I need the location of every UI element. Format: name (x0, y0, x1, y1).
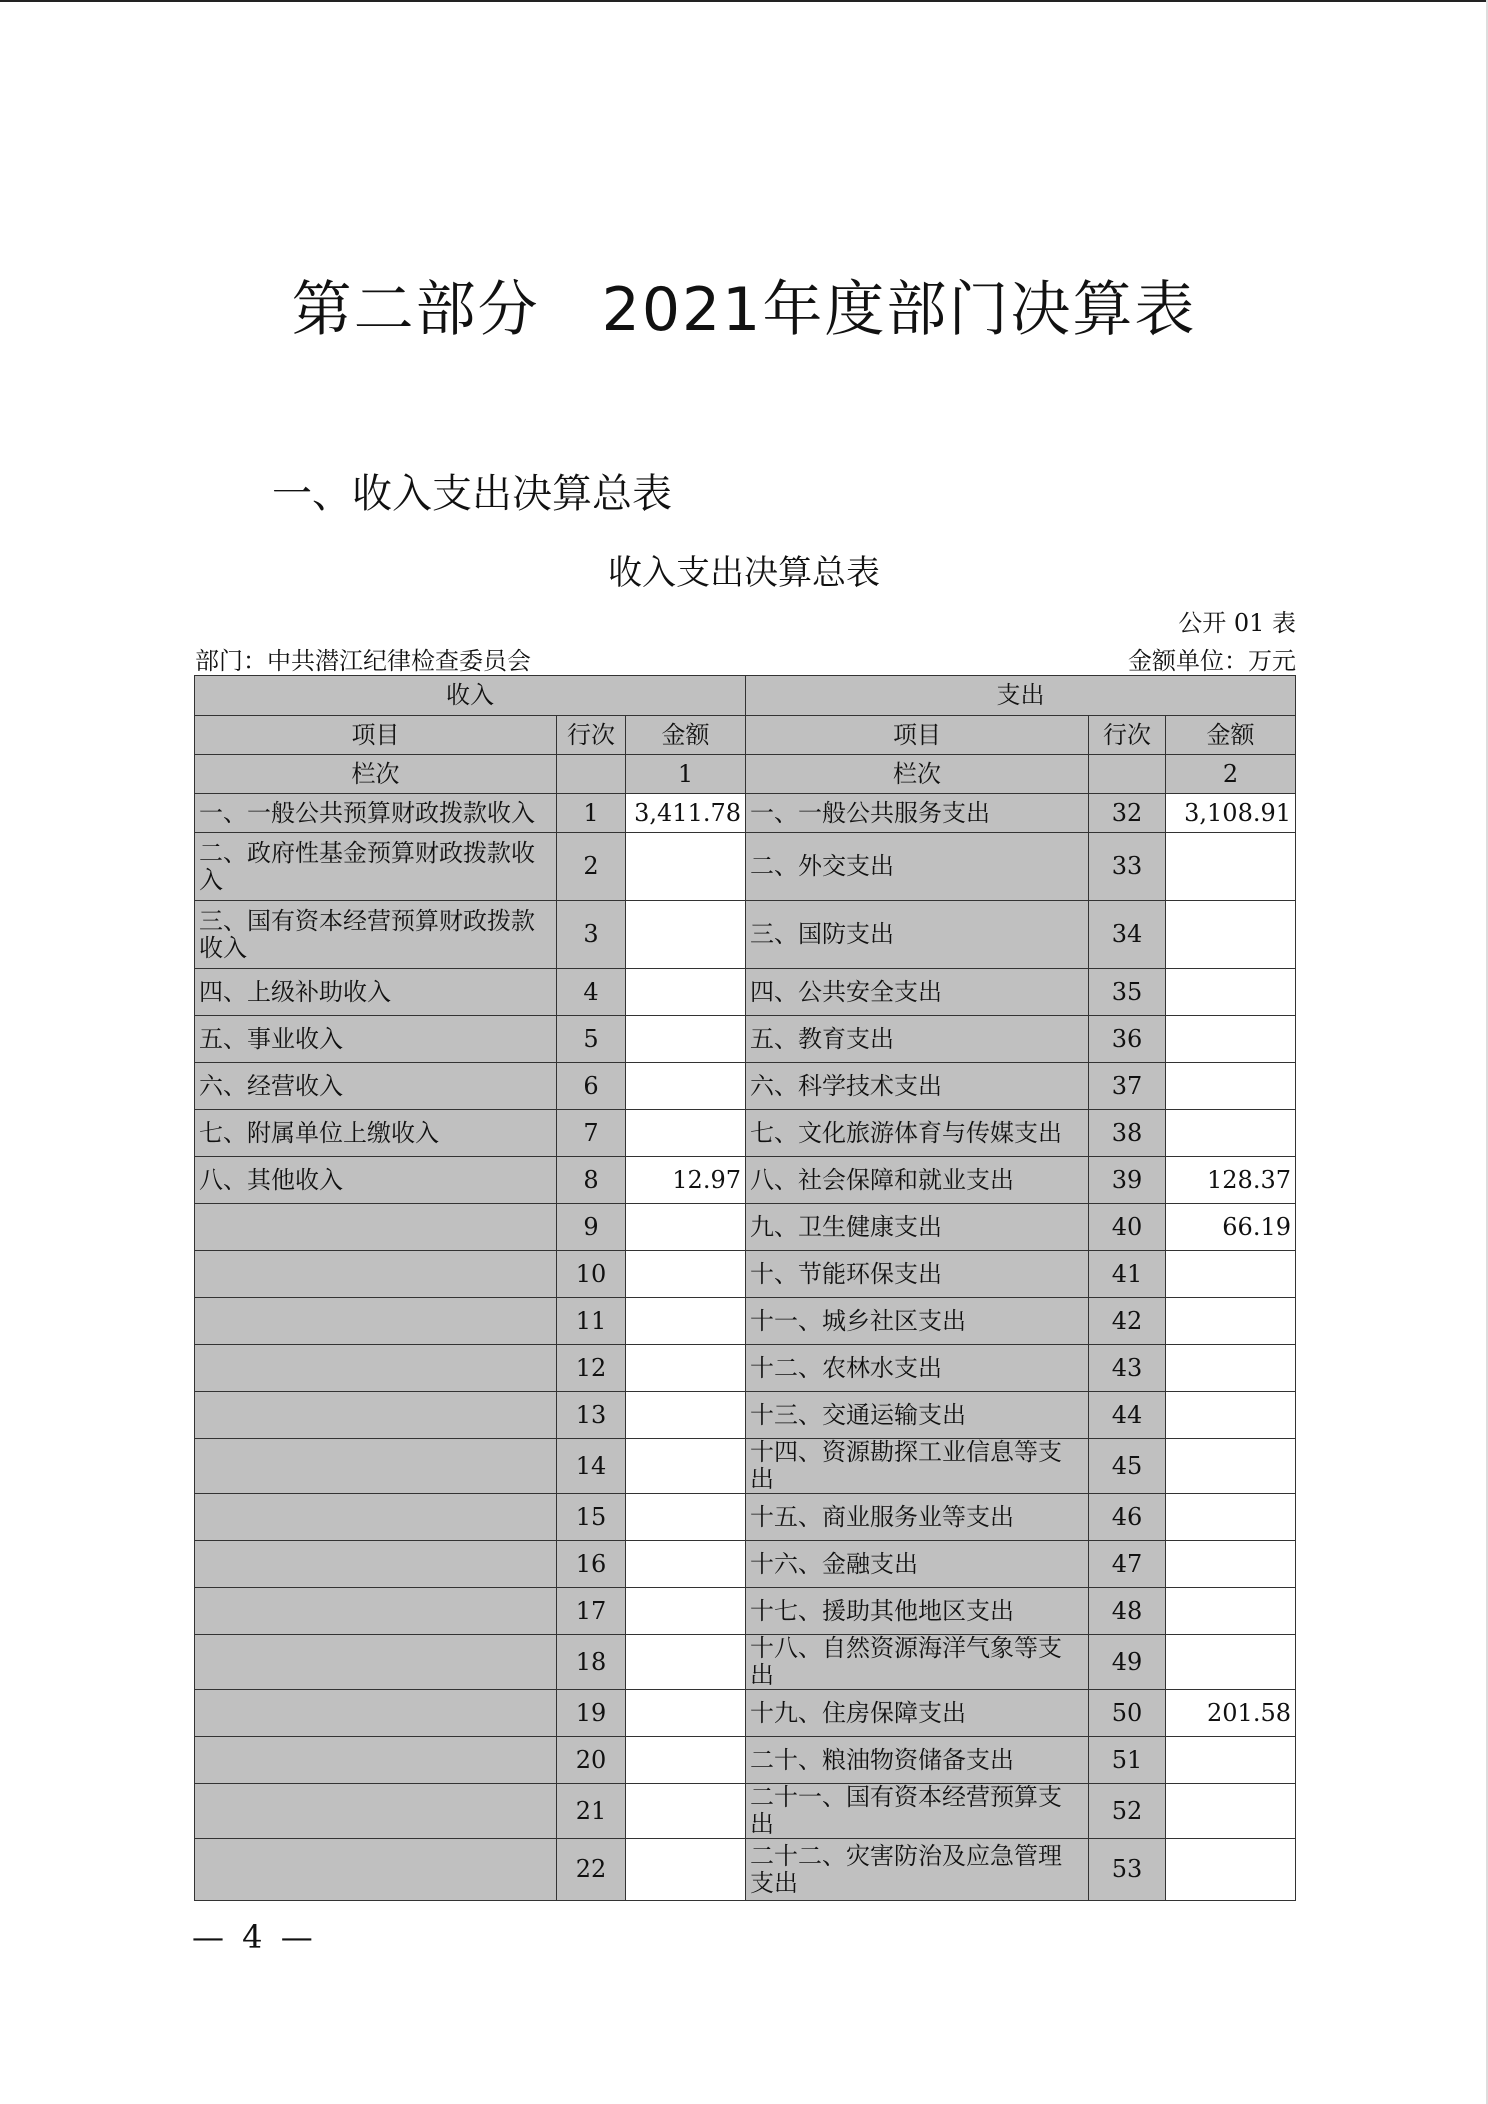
income-amount-cell (626, 1392, 746, 1439)
income-row-no-cell: 21 (557, 1784, 626, 1839)
expense-row-no-cell: 36 (1089, 1016, 1166, 1063)
income-item-cell (195, 1839, 557, 1901)
expense-index-label: 栏次 (746, 755, 1089, 794)
income-amount-cell (626, 1016, 746, 1063)
income-amount-header: 金额 (626, 716, 746, 755)
income-row-no-cell: 10 (557, 1251, 626, 1298)
table-row (195, 1345, 1296, 1392)
expense-item-cell: 十五、商业服务业等支出 (746, 1494, 1089, 1541)
table-row (195, 1635, 1296, 1690)
income-item-cell: 六、经营收入 (195, 1063, 557, 1110)
table-row (195, 1110, 1296, 1157)
income-amount-cell (626, 1345, 746, 1392)
expense-row-no-cell: 41 (1089, 1251, 1166, 1298)
income-amount-cell (626, 1439, 746, 1494)
income-amount-cell (626, 1588, 746, 1635)
expense-item-cell: 二十一、国有资本经营预算支出 (746, 1784, 1089, 1839)
expense-item-cell: 四、公共安全支出 (746, 969, 1089, 1016)
expense-amount-cell (1166, 1784, 1296, 1839)
table-row (195, 1392, 1296, 1439)
expense-amount-cell: 128.37 (1166, 1157, 1296, 1204)
income-item-cell (195, 1298, 557, 1345)
table-row (195, 1737, 1296, 1784)
income-amount-cell (626, 1494, 746, 1541)
table-row (195, 1588, 1296, 1635)
income-amount-cell: 12.97 (626, 1157, 746, 1204)
expense-item-header: 项目 (746, 716, 1089, 755)
expense-amount-cell (1166, 1110, 1296, 1157)
income-index-label: 栏次 (195, 755, 557, 794)
expense-amount-cell (1166, 1345, 1296, 1392)
income-item-cell (195, 1392, 557, 1439)
expense-amount-cell (1166, 1588, 1296, 1635)
income-row-no-cell: 22 (557, 1839, 626, 1901)
expense-item-cell: 十、节能环保支出 (746, 1251, 1089, 1298)
income-item-cell (195, 1204, 557, 1251)
income-item-cell (195, 1737, 557, 1784)
income-row-no-cell: 1 (557, 794, 626, 833)
income-amount-cell (626, 833, 746, 901)
income-item-cell (195, 1345, 557, 1392)
column-header-row (195, 716, 1296, 755)
page-title: 第二部分 2021年度部门决算表 (291, 275, 1197, 345)
expense-amount-cell (1166, 969, 1296, 1016)
expense-index-empty (1089, 755, 1166, 794)
expense-row-no-cell: 37 (1089, 1063, 1166, 1110)
expense-item-cell: 一、一般公共服务支出 (746, 794, 1089, 833)
expense-amount-cell (1166, 1298, 1296, 1345)
expense-item-cell: 二十二、灾害防治及应急管理支出 (746, 1839, 1089, 1901)
table-row (195, 1204, 1296, 1251)
income-item-cell: 四、上级补助收入 (195, 969, 557, 1016)
expense-item-cell: 十二、农林水支出 (746, 1345, 1089, 1392)
expense-row-no-cell: 49 (1089, 1635, 1166, 1690)
table-row (195, 1839, 1296, 1901)
expense-amount-cell: 201.58 (1166, 1690, 1296, 1737)
expense-row-no-cell: 42 (1089, 1298, 1166, 1345)
income-row-no-cell: 18 (557, 1635, 626, 1690)
income-row-no-cell: 6 (557, 1063, 626, 1110)
income-item-cell: 八、其他收入 (195, 1157, 557, 1204)
income-item-cell (195, 1690, 557, 1737)
table-row (195, 1784, 1296, 1839)
income-row-no-cell: 15 (557, 1494, 626, 1541)
income-amount-cell (626, 1839, 746, 1901)
table-row (195, 1494, 1296, 1541)
expense-row-no-cell: 46 (1089, 1494, 1166, 1541)
expense-item-cell: 九、卫生健康支出 (746, 1204, 1089, 1251)
income-amount-cell (626, 1784, 746, 1839)
table-row (195, 1298, 1296, 1345)
income-row-no-cell: 7 (557, 1110, 626, 1157)
expense-row-no-cell: 32 (1089, 794, 1166, 833)
expense-row-no-cell: 44 (1089, 1392, 1166, 1439)
income-amount-cell (626, 1251, 746, 1298)
group-header-row (195, 676, 1296, 716)
expense-amount-cell (1166, 833, 1296, 901)
income-item-cell (195, 1635, 557, 1690)
column-index-row (195, 755, 1296, 794)
unit-label: 金额单位：万元 (1128, 647, 1296, 675)
expense-row-no-cell: 47 (1089, 1541, 1166, 1588)
income-row-no-cell: 5 (557, 1016, 626, 1063)
income-row-no-cell: 2 (557, 833, 626, 901)
table-row (195, 1016, 1296, 1063)
income-row-no-cell: 4 (557, 969, 626, 1016)
expense-row-no-cell: 48 (1089, 1588, 1166, 1635)
expense-amount-cell (1166, 1392, 1296, 1439)
expense-amount-cell (1166, 1839, 1296, 1901)
department-label: 部门：中共潜江纪律检查委员会 (195, 647, 531, 675)
income-row-no-cell: 3 (557, 901, 626, 969)
expense-item-cell: 十八、自然资源海洋气象等支出 (746, 1635, 1089, 1690)
form-code: 公开 01 表 (1178, 609, 1296, 637)
expense-row-no-cell: 45 (1089, 1439, 1166, 1494)
income-amount-cell (626, 969, 746, 1016)
income-item-cell (195, 1541, 557, 1588)
page-number: — 4 — (192, 1918, 317, 1956)
expense-item-cell: 三、国防支出 (746, 901, 1089, 969)
income-row-no-cell: 13 (557, 1392, 626, 1439)
income-row-no-cell: 12 (557, 1345, 626, 1392)
expense-item-cell: 二、外交支出 (746, 833, 1089, 901)
income-row-no-cell: 11 (557, 1298, 626, 1345)
expense-amount-cell (1166, 1251, 1296, 1298)
expense-item-cell: 十九、住房保障支出 (746, 1690, 1089, 1737)
income-item-cell: 一、一般公共预算财政拨款收入 (195, 794, 557, 833)
expense-item-cell: 十三、交通运输支出 (746, 1392, 1089, 1439)
income-item-cell: 七、附属单位上缴收入 (195, 1110, 557, 1157)
income-item-cell (195, 1784, 557, 1839)
expense-item-cell: 十七、援助其他地区支出 (746, 1588, 1089, 1635)
income-amount-cell (626, 901, 746, 969)
expense-row-no-cell: 33 (1089, 833, 1166, 901)
expense-amount-cell (1166, 1541, 1296, 1588)
section-heading: 一、收入支出决算总表 (272, 471, 672, 517)
expense-col-index: 2 (1166, 755, 1296, 794)
table-body (195, 676, 1296, 1901)
table-row (195, 901, 1296, 969)
table-row (195, 1541, 1296, 1588)
income-amount-cell (626, 1298, 746, 1345)
table-row (195, 969, 1296, 1016)
expense-item-cell: 十六、金融支出 (746, 1541, 1089, 1588)
expense-item-cell: 十一、城乡社区支出 (746, 1298, 1089, 1345)
income-row-no-cell: 14 (557, 1439, 626, 1494)
income-group-header: 收入 (195, 676, 746, 716)
table-caption: 收入支出决算总表 (608, 553, 880, 593)
income-row-no-cell: 20 (557, 1737, 626, 1784)
income-item-cell (195, 1494, 557, 1541)
income-row-no-cell: 17 (557, 1588, 626, 1635)
expense-row-no-cell: 35 (1089, 969, 1166, 1016)
expense-amount-cell (1166, 1439, 1296, 1494)
expense-row-no-header: 行次 (1089, 716, 1166, 755)
expense-row-no-cell: 53 (1089, 1839, 1166, 1901)
top-border-line (0, 0, 1488, 2)
expense-row-no-cell: 38 (1089, 1110, 1166, 1157)
income-item-cell: 三、国有资本经营预算财政拨款收入 (195, 901, 557, 969)
income-amount-cell (626, 1541, 746, 1588)
expense-item-cell: 五、教育支出 (746, 1016, 1089, 1063)
income-item-cell (195, 1251, 557, 1298)
expense-amount-cell (1166, 1635, 1296, 1690)
income-amount-cell: 3,411.78 (626, 794, 746, 833)
expense-amount-cell (1166, 1737, 1296, 1784)
expense-row-no-cell: 51 (1089, 1737, 1166, 1784)
income-amount-cell (626, 1737, 746, 1784)
expense-row-no-cell: 39 (1089, 1157, 1166, 1204)
income-row-no-cell: 9 (557, 1204, 626, 1251)
expense-amount-cell (1166, 901, 1296, 969)
table-row (195, 1690, 1296, 1737)
expense-row-no-cell: 34 (1089, 901, 1166, 969)
expense-amount-cell: 3,108.91 (1166, 794, 1296, 833)
expense-row-no-cell: 52 (1089, 1784, 1166, 1839)
income-item-cell: 五、事业收入 (195, 1016, 557, 1063)
income-item-header: 项目 (195, 716, 557, 755)
expense-row-no-cell: 40 (1089, 1204, 1166, 1251)
income-row-no-cell: 16 (557, 1541, 626, 1588)
expense-amount-header: 金额 (1166, 716, 1296, 755)
table-row (195, 1063, 1296, 1110)
table-row (195, 794, 1296, 833)
income-item-cell (195, 1588, 557, 1635)
table-row (195, 1251, 1296, 1298)
expense-amount-cell: 66.19 (1166, 1204, 1296, 1251)
expense-row-no-cell: 50 (1089, 1690, 1166, 1737)
table-row (195, 1439, 1296, 1494)
income-row-no-cell: 8 (557, 1157, 626, 1204)
income-expense-table (194, 675, 1296, 1901)
expense-row-no-cell: 43 (1089, 1345, 1166, 1392)
expense-amount-cell (1166, 1016, 1296, 1063)
income-row-no-cell: 19 (557, 1690, 626, 1737)
expense-item-cell: 二十、粮油物资储备支出 (746, 1737, 1089, 1784)
expense-item-cell: 十四、资源勘探工业信息等支出 (746, 1439, 1089, 1494)
income-item-cell (195, 1439, 557, 1494)
expense-amount-cell (1166, 1494, 1296, 1541)
income-amount-cell (626, 1063, 746, 1110)
income-amount-cell (626, 1635, 746, 1690)
expense-item-cell: 六、科学技术支出 (746, 1063, 1089, 1110)
income-amount-cell (626, 1204, 746, 1251)
income-amount-cell (626, 1110, 746, 1157)
expense-group-header: 支出 (746, 676, 1296, 716)
expense-item-cell: 八、社会保障和就业支出 (746, 1157, 1089, 1204)
income-amount-cell (626, 1690, 746, 1737)
table-row (195, 833, 1296, 901)
income-index-empty (557, 755, 626, 794)
table-row (195, 1157, 1296, 1204)
expense-amount-cell (1166, 1063, 1296, 1110)
income-item-cell: 二、政府性基金预算财政拨款收入 (195, 833, 557, 901)
income-col-index: 1 (626, 755, 746, 794)
income-row-no-header: 行次 (557, 716, 626, 755)
expense-item-cell: 七、文化旅游体育与传媒支出 (746, 1110, 1089, 1157)
